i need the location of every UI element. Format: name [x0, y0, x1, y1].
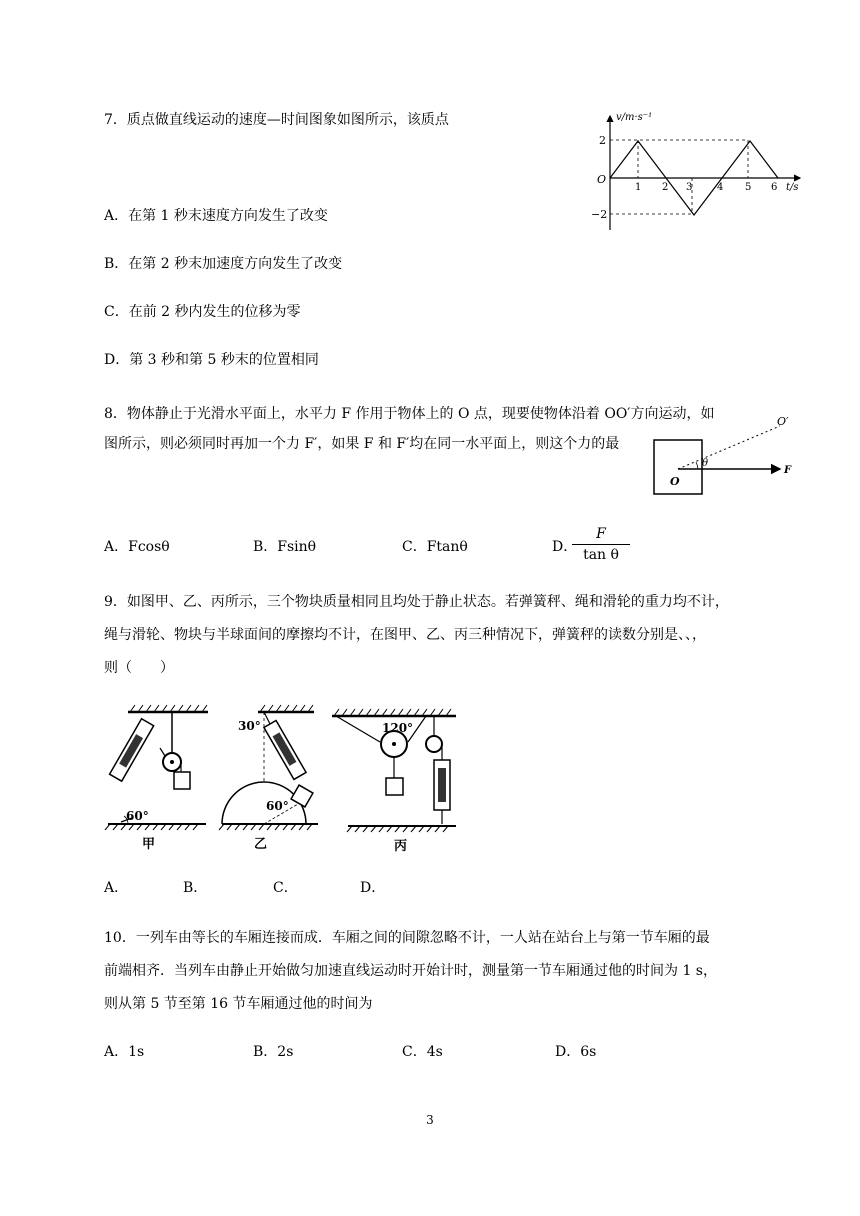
q10-line1: 10．一列车由等长的车厢连接而成．车厢之间的间隙忽略不计，一人站在站台上与第一节车厢的最 — [104, 930, 710, 946]
caption-yi: 乙 — [254, 837, 268, 852]
caption-jia: 甲 — [142, 837, 156, 852]
q7-option-a: A．在第 1 秒末速度方向发生了改变 — [104, 208, 328, 224]
caption-bing: 丙 — [394, 839, 408, 854]
y-tick-neg2: −2 — [591, 208, 608, 221]
q9-line3: 则（ ） — [104, 660, 174, 676]
pulley-right — [426, 736, 442, 752]
q8-force-figure — [650, 412, 800, 498]
x-tick-4: 4 — [717, 182, 724, 193]
fraction-numerator: F — [596, 526, 606, 542]
q7-stem: 7．质点做直线运动的速度—时间图象如图所示，该质点 — [104, 112, 449, 128]
block — [174, 772, 190, 789]
q9-line2: 绳与滑轮、物块与半球面间的摩擦均不计，在图甲、乙、丙三种情况下，弹簧秤的读数分别是、、， — [104, 627, 706, 643]
x-axis-label: t/s — [786, 182, 799, 193]
q8-line2: 图所示，则必须同时再加一个力 F′，如果 F 和 F′均在同一水平面上，则这个力的最 — [104, 436, 620, 452]
q9-line1: 9．如图甲、乙、丙所示，三个物块质量相同且均处于静止状态。若弹簧秤、绳和滑轮的重力均不计， — [104, 594, 729, 610]
q8-option-d: D． — [552, 539, 578, 555]
x-tick-1: 1 — [635, 182, 642, 193]
q9-option-b: B． — [183, 880, 208, 896]
y-axis-label: v/m·s⁻¹ — [616, 112, 653, 123]
q9-figure-yi — [218, 700, 322, 856]
q7-option-c: C．在前 2 秒内发生的位移为零 — [104, 304, 301, 320]
page-number: 3 — [426, 1113, 434, 1127]
angle-label: 60° — [126, 809, 149, 823]
q10-line3: 则从第 5 节至第 16 节车厢通过他的时间为 — [104, 996, 373, 1012]
label-theta: θ — [702, 458, 709, 469]
q10-option-a: A．1s — [104, 1044, 145, 1060]
q9-option-d: D． — [360, 880, 386, 896]
label-f: F — [784, 465, 792, 476]
fraction-denominator: tan θ — [583, 547, 619, 563]
q9-figure-jia — [104, 700, 216, 856]
q8-option-c: C．Ftanθ — [402, 539, 468, 555]
origin-label: O — [597, 173, 607, 186]
x-tick-2: 2 — [662, 182, 669, 193]
y-tick-2: 2 — [599, 134, 606, 147]
q10-option-b: B．2s — [253, 1044, 294, 1060]
hemisphere — [222, 782, 306, 824]
q7-option-b: B．在第 2 秒末加速度方向发生了改变 — [104, 256, 343, 272]
q8-option-b: B．Fsinθ — [253, 539, 317, 555]
angle-label: 120° — [382, 721, 414, 735]
label-o: O — [670, 475, 680, 488]
q9-option-a: A． — [104, 880, 129, 896]
x-tick-5: 5 — [745, 182, 752, 193]
q7-vt-graph — [590, 108, 810, 233]
x-tick-6: 6 — [771, 182, 778, 193]
q9-figure-bing — [330, 700, 460, 856]
angle-bottom-label: 60° — [266, 799, 289, 813]
block — [386, 778, 403, 795]
q8-option-a: A．Fcosθ — [104, 539, 170, 555]
q10-line2: 前端相齐．当列车由静止开始做匀加速直线运动时开始计时，测量第一节车厢通过他的时间为 1 s， — [104, 963, 717, 979]
q9-option-c: C． — [273, 880, 298, 896]
label-o-prime: O′ — [777, 415, 789, 428]
q7-option-d: D．第 3 秒和第 5 秒末的位置相同 — [104, 352, 319, 368]
q8-line1: 8．物体静止于光滑水平面上，水平力 F 作用于物体上的 O 点，现要使物体沿着 OO′方向运动，如 — [104, 406, 715, 422]
x-tick-3: 3 — [686, 182, 693, 193]
angle-top-label: 30° — [238, 719, 261, 733]
q10-option-c: C．4s — [402, 1044, 443, 1060]
q8-option-d-fraction — [572, 524, 630, 565]
q10-option-d: D．6s — [555, 1044, 597, 1060]
